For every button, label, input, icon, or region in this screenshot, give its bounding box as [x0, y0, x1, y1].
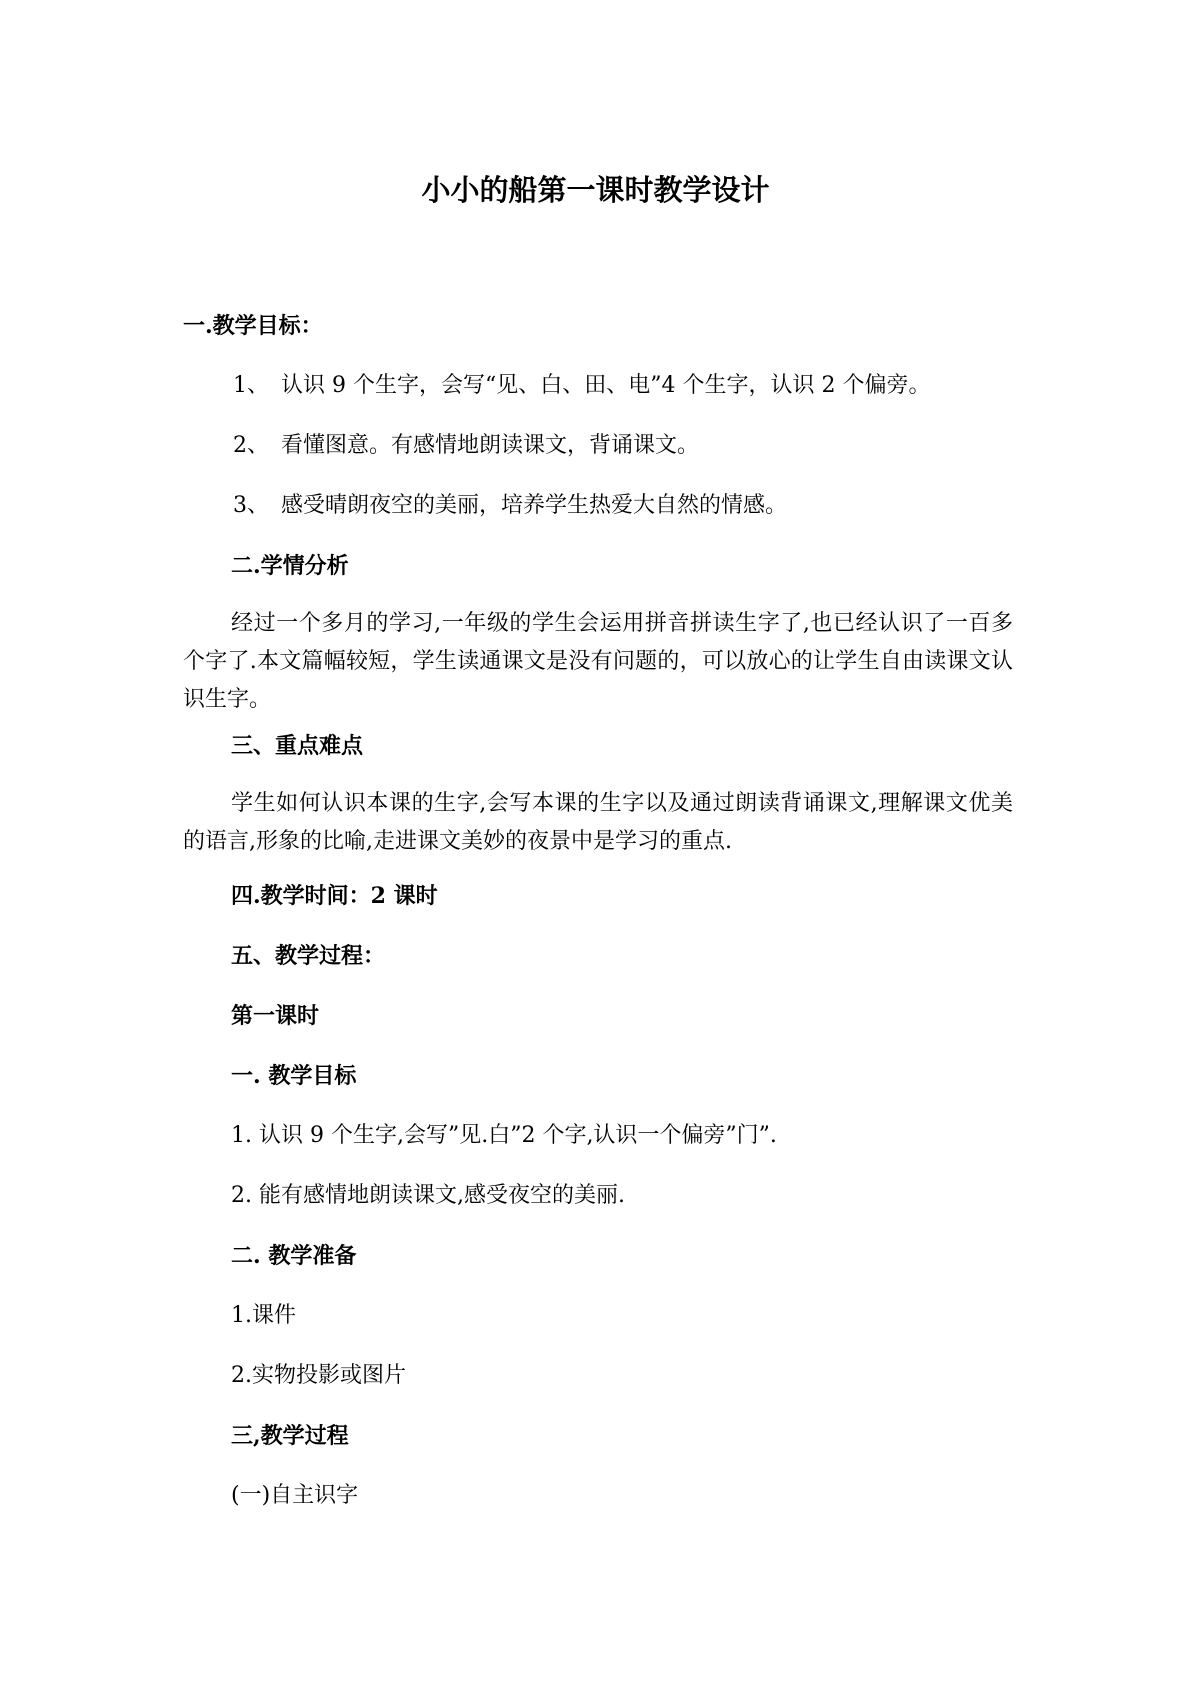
subheading-teaching-process: 三,教学过程 [231, 1423, 349, 1449]
list-item-text: 感受晴朗夜空的美丽，培养学生热爱大自然的情感。 [281, 493, 788, 518]
document-title: 小小的船第一课时教学设计 [421, 173, 770, 207]
list-item-number: 3、 [233, 493, 269, 518]
section-heading-student-analysis: 二.学情分析 [231, 553, 349, 579]
section-heading-key-points: 三、重点难点 [231, 733, 364, 759]
paragraph-key-points: 学生如何认识本课的生字,会写本课的生字以及通过朗读背诵课文,理解课文优美的语言,形象的比喻,走进课文美妙的夜景中是学习的重点. [183, 791, 1013, 854]
goal-item: 1. 认识 9 个生字,会写”见.白”2 个字,认识一个偏旁”门”. [231, 1123, 777, 1148]
goal-item: 2. 能有感情地朗读课文,感受夜空的美丽. [231, 1183, 625, 1208]
section-heading-teaching-goals: 一.教学目标： [183, 313, 323, 339]
list-item [233, 430, 699, 462]
process-step: (一)自主识字 [231, 1483, 359, 1508]
section-heading-teaching-time: 四.教学时间：2 课时 [231, 883, 438, 909]
prep-item: 2.实物投影或图片 [231, 1363, 406, 1388]
list-item-number: 2、 [233, 433, 269, 458]
list-item [233, 490, 787, 522]
subheading-teaching-prep: 二. 教学准备 [231, 1243, 357, 1269]
section-heading-teaching-process: 五、教学过程： [231, 943, 386, 969]
paragraph-student-analysis: 经过一个多月的学习,一年级的学生会运用拼音拼读生字了,也已经认识了一百多个字了.本文篇幅较短，学生读通课文是没有问题的，可以放心的让学生自由读课文认识生字。 [183, 611, 1013, 712]
subheading-teaching-goals: 一. 教学目标 [231, 1063, 357, 1089]
lesson-label: 第一课时 [231, 1003, 320, 1029]
list-item [233, 370, 930, 402]
list-item-text: 看懂图意。有感情地朗读课文，背诵课文。 [281, 433, 700, 458]
list-item-text: 认识 9 个生字，会写“见、白、田、电”4 个生字，认识 2 个偏旁。 [281, 373, 931, 398]
list-item-number: 1、 [233, 373, 269, 398]
prep-item: 1.课件 [231, 1303, 296, 1328]
